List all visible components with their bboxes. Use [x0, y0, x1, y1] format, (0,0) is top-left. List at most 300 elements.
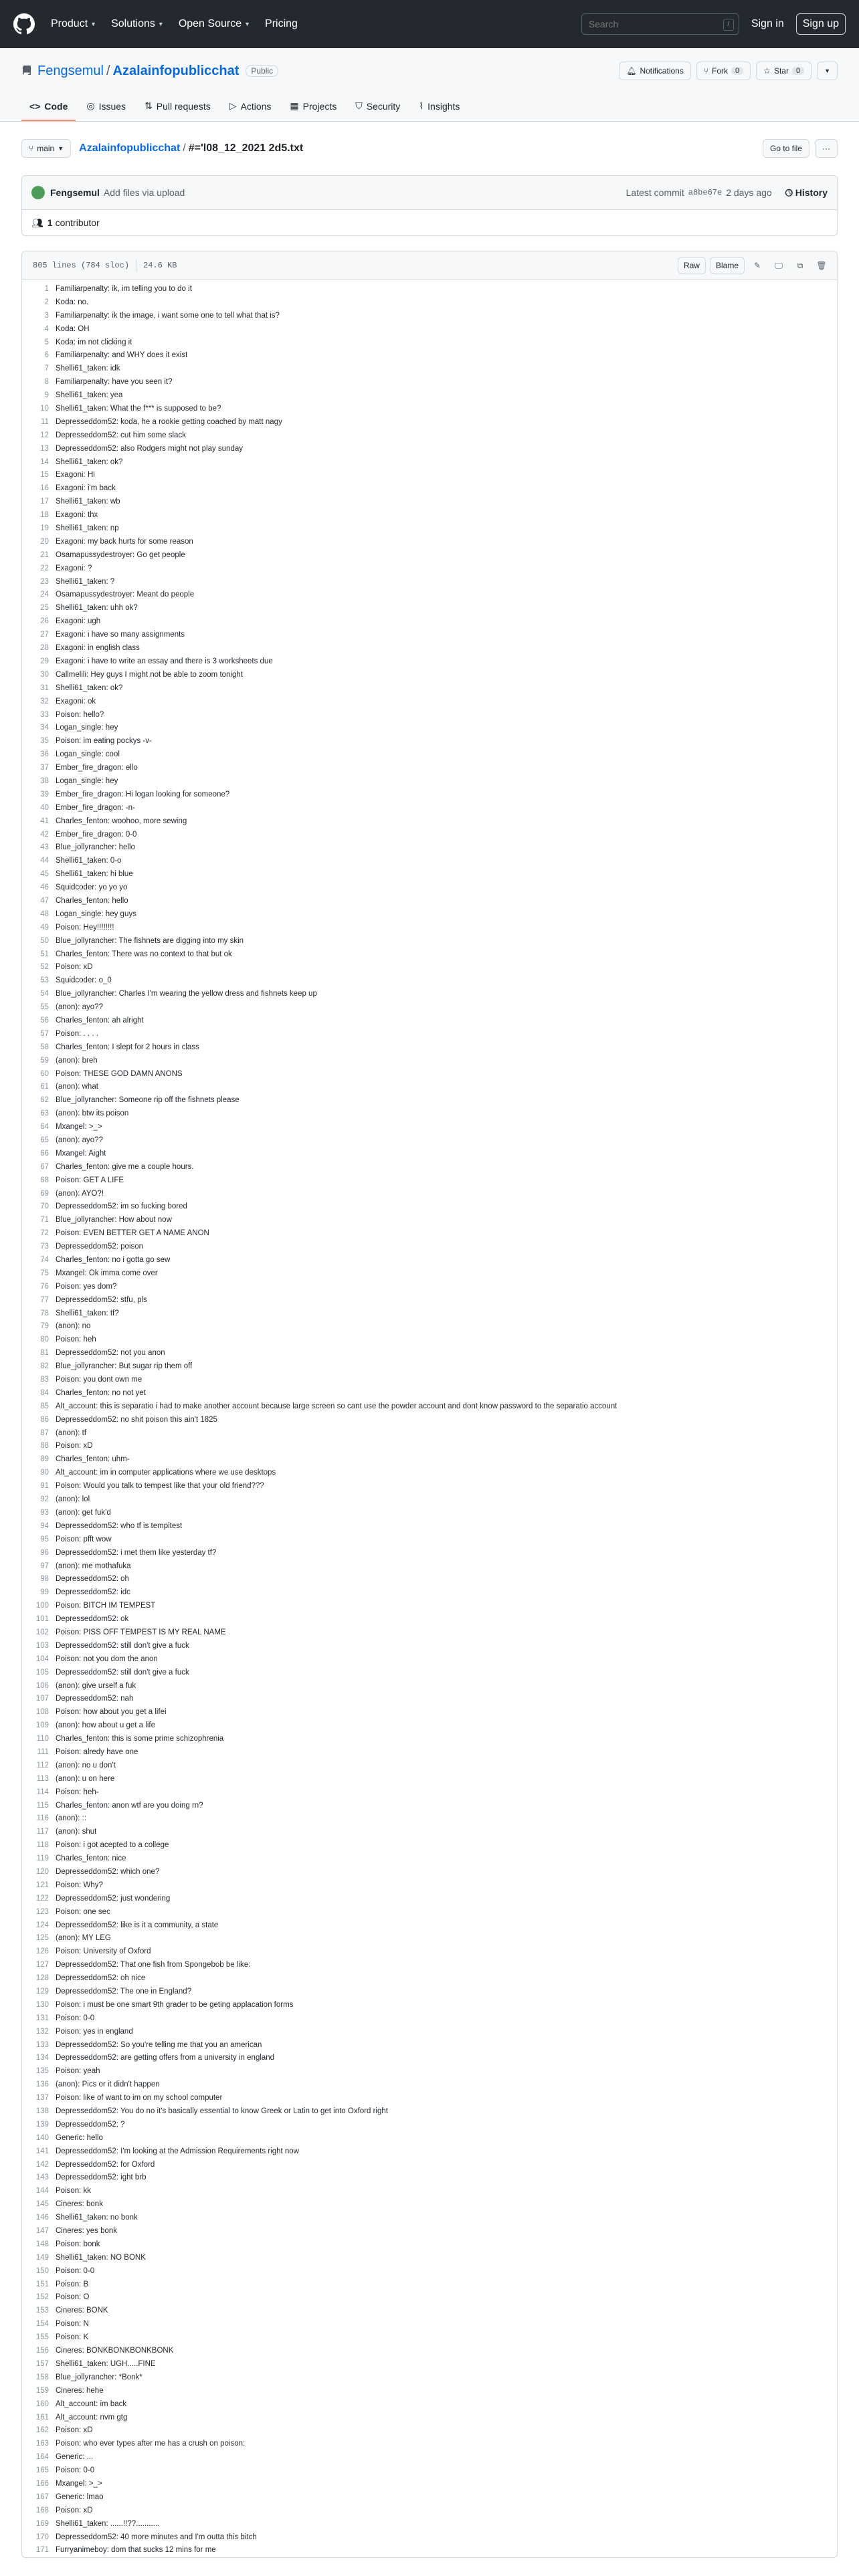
line-number[interactable]: 101 — [35, 1615, 49, 1624]
code-line — [22, 1507, 837, 1520]
line-text: Generic: hello — [56, 2133, 103, 2142]
sign-in-link[interactable]: Sign in — [751, 18, 784, 29]
line-number[interactable]: 137 — [35, 2094, 49, 2103]
line-number[interactable]: 55 — [40, 1003, 49, 1012]
code-line — [22, 961, 837, 974]
line-number[interactable]: 49 — [40, 923, 49, 932]
breadcrumb-repo-link[interactable]: Azalainfopublicchat — [79, 142, 181, 154]
code-line — [22, 1174, 837, 1188]
code-line — [22, 629, 837, 642]
line-number[interactable]: 96 — [40, 1548, 49, 1557]
tab-code[interactable]: <> Code — [21, 94, 76, 121]
code-line — [22, 2078, 837, 2092]
line-number[interactable]: 165 — [35, 2466, 49, 2475]
code-line — [22, 429, 837, 443]
line-number[interactable]: 111 — [37, 1747, 49, 1756]
line-number[interactable]: 30 — [40, 670, 49, 679]
line-number[interactable]: 53 — [40, 976, 49, 985]
line-text: Logan_single: cool — [56, 750, 120, 759]
line-number[interactable]: 71 — [40, 1216, 49, 1224]
line-text: Exagoni: ok — [56, 697, 96, 706]
line-number[interactable]: 112 — [36, 1761, 49, 1769]
line-number[interactable]: 33 — [40, 710, 49, 719]
line-number[interactable]: 75 — [40, 1269, 49, 1277]
search-input[interactable] — [581, 13, 739, 35]
notifications-button[interactable]: 🔔︎ Notifications — [619, 62, 691, 80]
code-line — [22, 2026, 837, 2039]
line-number[interactable]: 77 — [40, 1295, 49, 1304]
line-number[interactable]: 31 — [40, 683, 49, 692]
line-number[interactable]: 86 — [40, 1415, 49, 1424]
line-number[interactable]: 149 — [35, 2253, 49, 2262]
line-text: Depresseddom52: poison — [56, 1243, 144, 1251]
line-number[interactable]: 67 — [40, 1162, 49, 1171]
line-number[interactable]: 97 — [40, 1562, 49, 1570]
line-number[interactable]: 59 — [40, 1056, 49, 1065]
line-number[interactable]: 113 — [36, 1774, 49, 1783]
line-number[interactable]: 88 — [40, 1442, 49, 1451]
line-number[interactable]: 131 — [35, 2014, 49, 2022]
line-number[interactable]: 138 — [35, 2107, 49, 2116]
line-number[interactable]: 40 — [40, 803, 49, 812]
nav-product[interactable]: Product ▼ — [51, 18, 97, 29]
line-number[interactable]: 11 — [41, 417, 49, 426]
line-number[interactable]: 155 — [35, 2333, 49, 2342]
line-text: Squidcoder: o_0 — [56, 976, 112, 985]
line-number[interactable]: 6 — [44, 351, 49, 360]
star-button[interactable]: ☆ Star 0 — [756, 62, 812, 80]
line-number[interactable]: 132 — [35, 2027, 49, 2036]
line-number[interactable]: 45 — [40, 870, 49, 879]
line-number[interactable]: 27 — [40, 631, 49, 639]
line-number[interactable]: 168 — [35, 2506, 49, 2514]
line-number[interactable]: 72 — [40, 1229, 49, 1238]
line-number[interactable]: 166 — [35, 2479, 49, 2488]
line-number[interactable]: 142 — [35, 2160, 49, 2169]
line-number[interactable]: 1 — [44, 285, 49, 293]
line-number[interactable]: 120 — [35, 1867, 49, 1876]
github-logo-icon[interactable] — [13, 13, 35, 35]
line-text: Squidcoder: yo yo yo — [56, 883, 128, 892]
line-number[interactable]: 80 — [40, 1335, 49, 1344]
line-number[interactable]: 4 — [44, 324, 49, 333]
line-number[interactable]: 93 — [40, 1508, 49, 1517]
line-number[interactable]: 32 — [40, 697, 49, 706]
tab-pull-requests[interactable]: ⇅ Pull requests — [145, 100, 211, 112]
tab-security[interactable]: ⛉ Security — [355, 100, 401, 112]
line-number[interactable]: 134 — [35, 2054, 49, 2062]
line-number[interactable]: 70 — [40, 1202, 49, 1211]
code-line — [22, 1068, 837, 1081]
code-line — [22, 2171, 837, 2185]
line-text: (anon): :: — [56, 1814, 87, 1823]
line-number[interactable]: 99 — [40, 1588, 49, 1597]
line-number[interactable]: 116 — [36, 1814, 49, 1823]
line-number[interactable]: 22 — [40, 564, 49, 572]
line-number[interactable]: 43 — [40, 843, 49, 852]
code-line — [22, 1746, 837, 1759]
line-text: Shelli61_taken: ok? — [56, 683, 123, 692]
line-number[interactable]: 153 — [35, 2306, 49, 2315]
star-dropdown-button[interactable] — [817, 62, 838, 80]
avatar[interactable] — [31, 186, 45, 199]
line-number[interactable]: 145 — [35, 2200, 49, 2209]
line-number[interactable]: 118 — [36, 1841, 49, 1850]
chevron-down-icon: ▼ — [244, 21, 251, 27]
line-number[interactable]: 170 — [35, 2533, 49, 2541]
line-number[interactable]: 147 — [35, 2227, 49, 2236]
code-line — [22, 1932, 837, 1945]
file-viewer — [21, 251, 838, 2558]
code-line — [22, 2092, 837, 2105]
line-number[interactable]: 119 — [36, 1854, 49, 1863]
line-text: Depresseddom52: stfu, pls — [56, 1295, 147, 1304]
line-number[interactable]: 84 — [40, 1388, 49, 1397]
trash-icon[interactable]: 🗑︎ — [816, 261, 827, 270]
line-number[interactable]: 69 — [40, 1189, 49, 1198]
line-number[interactable]: 150 — [35, 2266, 49, 2275]
line-number[interactable]: 5 — [44, 338, 49, 346]
commit-message-link[interactable]: Add files via upload — [103, 187, 185, 198]
line-number[interactable]: 81 — [40, 1349, 49, 1358]
repo-owner-link[interactable]: Fengsemul — [37, 63, 104, 78]
code-line — [22, 562, 837, 576]
line-text: Charles_fenton: no not yet — [56, 1388, 146, 1397]
line-number[interactable]: 115 — [36, 1801, 49, 1810]
nav-open-source[interactable]: Open Source ▼ — [178, 18, 251, 29]
line-number[interactable]: 39 — [40, 790, 49, 798]
code-line — [22, 1267, 837, 1281]
line-text: Alt_account: im in computer applications where we use desktops — [56, 1469, 276, 1477]
line-text: Depresseddom52: idc — [56, 1588, 130, 1597]
line-text: Poison: xD — [56, 2426, 93, 2435]
line-number[interactable]: 63 — [40, 1109, 49, 1118]
line-number[interactable]: 159 — [35, 2386, 49, 2395]
line-number[interactable]: 169 — [35, 2519, 49, 2528]
code-line — [22, 2252, 837, 2265]
code-line — [22, 416, 837, 429]
line-number[interactable]: 102 — [35, 1628, 49, 1636]
line-number[interactable]: 2 — [44, 298, 49, 306]
line-number[interactable]: 98 — [40, 1575, 49, 1584]
line-number[interactable]: 15 — [40, 471, 49, 479]
line-text: Poison: yeah — [56, 2067, 100, 2076]
line-number[interactable]: 7 — [44, 364, 49, 373]
line-number[interactable]: 28 — [40, 644, 49, 653]
line-text: (anon): AYO?! — [56, 1189, 104, 1198]
line-number[interactable]: 124 — [35, 1921, 49, 1929]
code-line — [22, 1493, 837, 1507]
site-header — [0, 0, 859, 48]
code-line — [22, 2225, 837, 2238]
code-line — [22, 2544, 837, 2557]
line-text: Poison: Why? — [56, 1881, 103, 1889]
line-number[interactable]: 109 — [35, 1721, 49, 1730]
line-number[interactable]: 58 — [40, 1043, 49, 1051]
code-line — [22, 1693, 837, 1706]
line-number[interactable]: 51 — [40, 950, 49, 958]
line-text: Charles_fenton: anon wtf are you doing rn? — [56, 1801, 203, 1810]
line-number[interactable]: 156 — [35, 2347, 49, 2355]
tab-insights[interactable]: ⌇ Insights — [419, 100, 460, 112]
line-number[interactable]: 54 — [40, 990, 49, 998]
line-number[interactable]: 141 — [35, 2147, 49, 2155]
code-line — [22, 1148, 837, 1161]
file-navigation — [21, 122, 838, 175]
line-number[interactable]: 171 — [35, 2546, 49, 2555]
code-line — [22, 748, 837, 762]
desktop-icon[interactable]: 🖵︎ — [775, 260, 783, 270]
line-number[interactable]: 128 — [35, 1974, 49, 1983]
line-number[interactable]: 90 — [40, 1469, 49, 1477]
line-number[interactable]: 20 — [40, 537, 49, 546]
line-number[interactable]: 94 — [40, 1521, 49, 1530]
line-number[interactable]: 95 — [40, 1535, 49, 1543]
line-text: (anon): me mothafuka — [56, 1562, 131, 1570]
line-number[interactable]: 110 — [36, 1735, 49, 1743]
line-number[interactable]: 91 — [40, 1482, 49, 1491]
repo-name-link[interactable]: Azalainfopublicchat — [112, 63, 240, 78]
line-number[interactable]: 143 — [35, 2173, 49, 2182]
go-to-file-button[interactable]: Go to file — [763, 139, 809, 158]
line-number[interactable]: 52 — [40, 963, 49, 972]
line-number[interactable]: 68 — [40, 1176, 49, 1184]
line-number[interactable]: 57 — [40, 1029, 49, 1038]
line-number[interactable]: 127 — [35, 1961, 49, 1969]
line-number[interactable]: 117 — [36, 1828, 49, 1836]
line-text: Poison: kk — [56, 2187, 92, 2195]
line-text: Poison: pfft wow — [56, 1535, 112, 1543]
code-line — [22, 2238, 837, 2252]
line-number[interactable]: 44 — [40, 857, 49, 865]
line-number[interactable]: 42 — [40, 830, 49, 839]
line-number[interactable]: 140 — [35, 2133, 49, 2142]
branch-select-button[interactable]: ⑂ main ▼ — [21, 139, 71, 158]
line-number[interactable]: 60 — [40, 1069, 49, 1078]
line-text: Generic: ... — [56, 2453, 94, 2462]
line-number[interactable]: 121 — [35, 1881, 49, 1889]
line-number[interactable]: 105 — [35, 1668, 49, 1677]
code-line — [22, 1972, 837, 1985]
line-number[interactable]: 14 — [40, 457, 49, 466]
line-number[interactable]: 24 — [40, 591, 49, 599]
code-line — [22, 1254, 837, 1267]
line-text: Cineres: BONKBONKBONKBONK — [56, 2347, 174, 2355]
line-number[interactable]: 104 — [35, 1654, 49, 1663]
people-icon: 👥︎ — [31, 217, 43, 228]
fork-button[interactable]: ⑂ Fork 0 — [696, 62, 751, 80]
line-text: Poison: like of want to im on my school computer — [56, 2094, 223, 2103]
line-number[interactable]: 10 — [40, 405, 49, 413]
code-line — [22, 2318, 837, 2331]
code-line — [22, 1094, 837, 1107]
line-text: Mxangel: >_> — [56, 1123, 102, 1132]
line-text: Cineres: BONK — [56, 2306, 108, 2315]
line-number[interactable]: 62 — [40, 1096, 49, 1105]
line-number[interactable]: 108 — [35, 1708, 49, 1717]
line-number[interactable]: 61 — [40, 1083, 49, 1091]
history-link[interactable]: 🕓︎ History — [785, 187, 828, 198]
line-text: Blue_jollyrancher: The fishnets are digging into my skin — [56, 936, 244, 945]
code-line — [22, 922, 837, 935]
line-number[interactable]: 16 — [40, 484, 49, 493]
line-number[interactable]: 144 — [35, 2187, 49, 2195]
main-nav — [51, 18, 298, 30]
line-number[interactable]: 123 — [35, 1907, 49, 1916]
line-text: (anon): MY LEG — [56, 1934, 111, 1943]
raw-button[interactable]: Raw — [678, 257, 706, 274]
line-number[interactable]: 18 — [40, 511, 49, 520]
line-text: Shelli61_taken: np — [56, 524, 119, 533]
line-number[interactable]: 154 — [35, 2320, 49, 2329]
repo-tabs — [21, 94, 838, 121]
line-number[interactable]: 9 — [44, 391, 49, 400]
line-number[interactable]: 50 — [40, 936, 49, 945]
copy-icon[interactable]: ⧉ — [797, 260, 803, 270]
line-number[interactable]: 107 — [35, 1695, 49, 1703]
line-number[interactable]: 64 — [40, 1123, 49, 1132]
line-number[interactable]: 78 — [40, 1309, 49, 1317]
line-number[interactable]: 83 — [40, 1376, 49, 1384]
line-number[interactable]: 161 — [35, 2413, 49, 2422]
line-number[interactable]: 114 — [36, 1788, 49, 1796]
line-number[interactable]: 37 — [40, 764, 49, 772]
line-number[interactable]: 85 — [40, 1402, 49, 1410]
line-number[interactable]: 160 — [35, 2399, 49, 2408]
line-number[interactable]: 162 — [35, 2426, 49, 2435]
code-line — [22, 1999, 837, 2012]
line-text: Exagoni: ? — [56, 564, 92, 572]
line-text: Poison: hello? — [56, 710, 104, 719]
nav-solutions[interactable]: Solutions ▼ — [111, 18, 164, 29]
tab-issues[interactable]: ◎ Issues — [86, 100, 126, 112]
line-number[interactable]: 73 — [40, 1243, 49, 1251]
line-number[interactable]: 106 — [35, 1681, 49, 1690]
line-number[interactable]: 34 — [40, 724, 49, 732]
line-text: (anon): ayo?? — [56, 1003, 103, 1012]
sign-up-button[interactable]: Sign up — [796, 13, 846, 35]
line-number[interactable]: 126 — [35, 1947, 49, 1956]
contributors-count[interactable]: 1 — [47, 217, 53, 228]
line-text: Cineres: hehe — [56, 2386, 104, 2395]
code-line — [22, 1613, 837, 1626]
line-number[interactable]: 122 — [35, 1894, 49, 1903]
line-number[interactable]: 46 — [40, 883, 49, 892]
line-number[interactable]: 76 — [40, 1282, 49, 1291]
line-number[interactable]: 48 — [40, 909, 49, 918]
line-number[interactable]: 152 — [35, 2293, 49, 2302]
line-number[interactable]: 3 — [44, 311, 49, 320]
line-text: Koda: OH — [56, 324, 90, 333]
fork-count: 0 — [731, 67, 743, 75]
edit-icon[interactable]: ✎ — [753, 261, 761, 270]
line-number[interactable]: 133 — [35, 2040, 49, 2049]
line-text: Shelli61_taken: ......!!??........... — [56, 2519, 160, 2528]
line-text: Poison: xD — [56, 1442, 93, 1451]
line-number[interactable]: 164 — [35, 2453, 49, 2462]
repo-path-separator: / — [106, 63, 110, 78]
line-number[interactable]: 8 — [44, 378, 49, 387]
line-number[interactable]: 89 — [40, 1455, 49, 1464]
line-number[interactable]: 139 — [35, 2120, 49, 2129]
line-number[interactable]: 21 — [40, 550, 49, 559]
line-text: Shelli61_taken: ? — [56, 577, 115, 586]
line-text: Poison: N — [56, 2320, 89, 2329]
commit-author-link[interactable]: Fengsemul — [50, 187, 100, 198]
line-text: Poison: 0-0 — [56, 2466, 95, 2475]
line-number[interactable]: 100 — [35, 1602, 49, 1610]
line-number[interactable]: 87 — [40, 1428, 49, 1437]
line-text: Poison: xD — [56, 2506, 93, 2514]
line-number[interactable]: 74 — [40, 1256, 49, 1265]
line-number[interactable]: 65 — [40, 1136, 49, 1144]
line-text: Shelli61_taken: UGH.....FINE — [56, 2359, 156, 2368]
line-number[interactable]: 158 — [35, 2373, 49, 2381]
blame-button[interactable]: Blame — [710, 257, 745, 274]
line-number[interactable]: 151 — [35, 2280, 49, 2288]
code-line — [22, 1626, 837, 1640]
line-number[interactable]: 167 — [35, 2492, 49, 2501]
line-number[interactable]: 23 — [40, 577, 49, 586]
line-number[interactable]: 17 — [40, 498, 49, 506]
line-text: (anon): no u don't — [56, 1761, 116, 1769]
tab-actions[interactable]: ▷ Actions — [229, 100, 272, 112]
line-number[interactable]: 26 — [40, 617, 49, 626]
line-number[interactable]: 35 — [40, 737, 49, 746]
line-number[interactable]: 36 — [40, 750, 49, 759]
line-number[interactable]: 157 — [35, 2359, 49, 2368]
line-number[interactable]: 125 — [35, 1934, 49, 1943]
line-number[interactable]: 82 — [40, 1362, 49, 1371]
code-line — [22, 456, 837, 469]
line-number[interactable]: 163 — [35, 2440, 49, 2448]
history-icon: 🕓︎ — [785, 187, 793, 198]
line-number[interactable]: 38 — [40, 776, 49, 785]
line-text: Poison: alredy have one — [56, 1747, 138, 1756]
code-line — [22, 935, 837, 948]
line-number[interactable]: 92 — [40, 1495, 49, 1504]
line-number[interactable]: 130 — [35, 2000, 49, 2009]
line-text: (anon): give urself a fuk — [56, 1681, 136, 1690]
line-text: Exagoni: i'm back — [56, 484, 116, 493]
line-text: Poison: . . . . — [56, 1029, 98, 1038]
line-number[interactable]: 12 — [40, 431, 49, 439]
line-number[interactable]: 66 — [40, 1149, 49, 1158]
line-number[interactable]: 146 — [35, 2214, 49, 2222]
line-text: Shelli61_taken: 0-o — [56, 857, 122, 865]
commit-sha-link[interactable]: a8be67e — [688, 188, 723, 197]
line-number[interactable]: 103 — [35, 1641, 49, 1650]
tab-projects[interactable]: ▦ Projects — [290, 100, 337, 112]
line-number[interactable]: 13 — [40, 444, 49, 453]
line-number[interactable]: 19 — [40, 524, 49, 533]
line-number[interactable]: 135 — [35, 2067, 49, 2076]
more-options-button[interactable]: ··· — [815, 139, 838, 158]
line-number[interactable]: 129 — [35, 1988, 49, 1996]
line-number[interactable]: 79 — [40, 1322, 49, 1331]
line-number[interactable]: 56 — [40, 1016, 49, 1025]
line-number[interactable]: 136 — [35, 2080, 49, 2089]
branch-icon: ⑂ — [29, 144, 34, 153]
line-number[interactable]: 148 — [35, 2240, 49, 2248]
line-number[interactable]: 47 — [40, 896, 49, 905]
line-number[interactable]: 29 — [40, 657, 49, 665]
line-number[interactable]: 25 — [40, 604, 49, 613]
nav-pricing[interactable]: Pricing — [265, 18, 298, 29]
bell-icon: 🔔︎ — [626, 66, 637, 76]
code-line — [22, 2518, 837, 2531]
line-number[interactable]: 41 — [40, 817, 49, 825]
